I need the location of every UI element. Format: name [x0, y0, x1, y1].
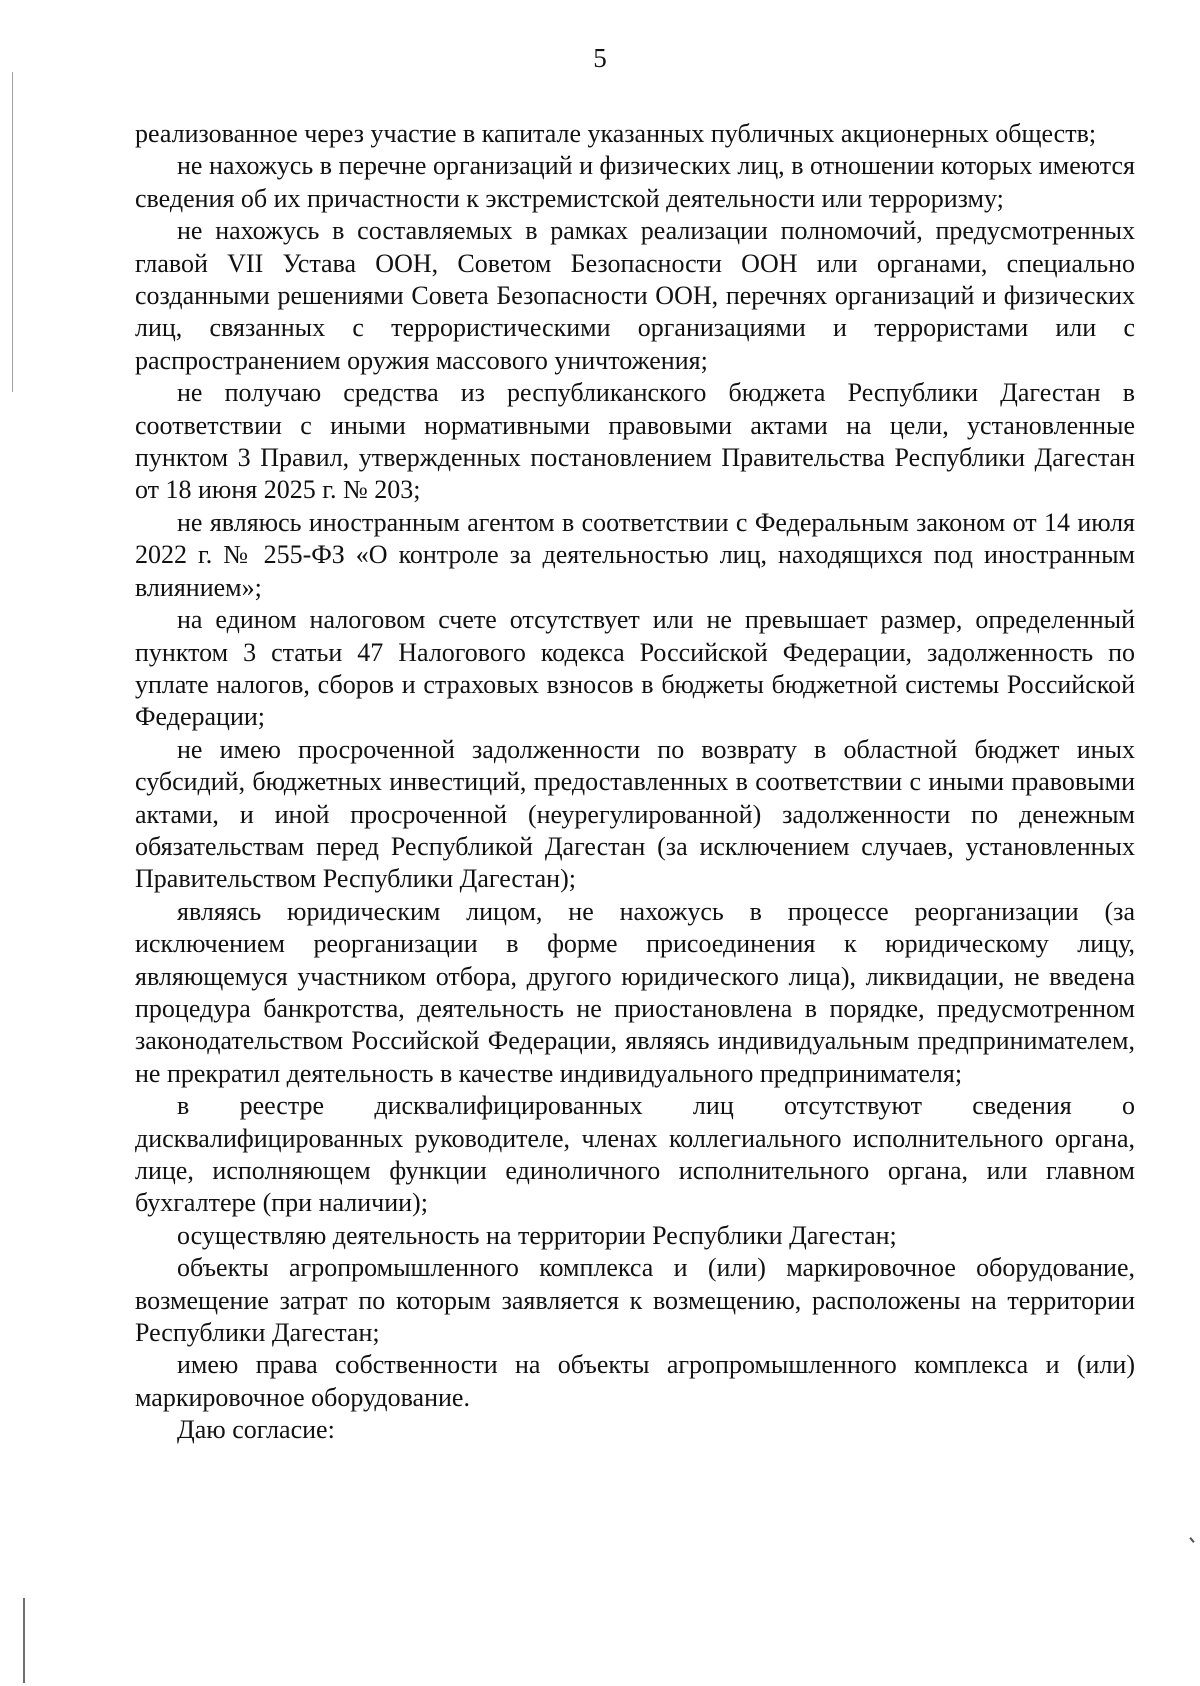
paragraph: на едином налоговом счете отсутствует или не превышает размер, определенный пунктом 3 статьи 47 Налогового кодекса Российской Федерации, задолженность по уплате налогов, сборов и страховых взносов в бюджеты бюджетной системы Российской Федерации; [135, 605, 1135, 732]
document-body [135, 118, 1135, 1447]
scan-speck [1189, 1537, 1194, 1543]
paragraph: не имею просроченной задолженности по возврату в областной бюджет иных субсидий, бюджетных инвестиций, предоставленных в соответствии с иными правовыми актами, и иной просроченной (неурегулированной) задолженности по денежным обязательствам перед Республикой Дагестан (за исключением случаев, установленных Правительством Республики Дагестан); [135, 734, 1135, 894]
scan-edge-line [23, 1598, 25, 1683]
scan-edge-line [12, 72, 13, 392]
paragraph: имею права собственности на объекты агропромышленного комплекса и (или) маркировочное оборудование. [135, 1350, 1135, 1412]
paragraph: осуществляю деятельность на территории Республики Дагестан; [177, 1220, 897, 1250]
paragraph: не нахожусь в составляемых в рамках реализации полномочий, предусмотренных главой VII Устава ООН, Советом Безопасности ООН или органами, специально созданными решениями Совета Безопасности ООН, перечнях организаций и физических лиц, связанных с террористическими организациями и террористами или с распространением оружия массового уничтожения; [135, 216, 1135, 375]
paragraph: являясь юридическим лицом, не нахожусь в процессе реорганизации (за исключением реорганизации в форме присоединения к юридическому лицу, являющемуся участником отбора, другого юридического лица), ликвидации, не введена процедура банкротства, деятельность не приостановлена в порядке, предусмотренном законодательством Российской Федерации, являясь индивидуальным предпринимателем, не прекратил деятельность в качестве индивидуального предпринимателя; [135, 896, 1135, 1088]
paragraph: не являюсь иностранным агентом в соответствии с Федеральным законом от 14 июля 2022 г. № 255-ФЗ «О контроле за деятельностью лиц, находящихся под иностранным влиянием»; [135, 507, 1135, 602]
paragraph: Даю согласие: [177, 1415, 335, 1445]
paragraph: не нахожусь в перечне организаций и физических лиц, в отношении которых имеются сведения об их причастности к экстремистской деятельности или терроризму; [135, 151, 1135, 213]
paragraph: в реестре дисквалифицированных лиц отсутствуют сведения о дисквалифицированных руководителе, членах коллегиального исполнительного органа, лице, исполняющем функции единоличного исполнительного органа, или главном бухгалтере (при наличии); [135, 1091, 1135, 1218]
paragraph: не получаю средства из республиканского бюджета Республики Дагестан в соответствии с иными нормативными правовыми актами на цели, установленные пунктом 3 Правил, утвержденных постановлением Правительства Республики Дагестан от 18 июня 2025 г. № 203; [135, 378, 1135, 505]
page-number: 5 [593, 43, 607, 73]
paragraph: объекты агропромышленного комплекса и (или) маркировочное оборудование, возмещение затрат по которым заявляется к возмещению, расположены на территории Республики Дагестан; [135, 1253, 1135, 1348]
paragraph: реализованное через участие в капитале указанных публичных акционерных обществ; [135, 119, 1097, 148]
